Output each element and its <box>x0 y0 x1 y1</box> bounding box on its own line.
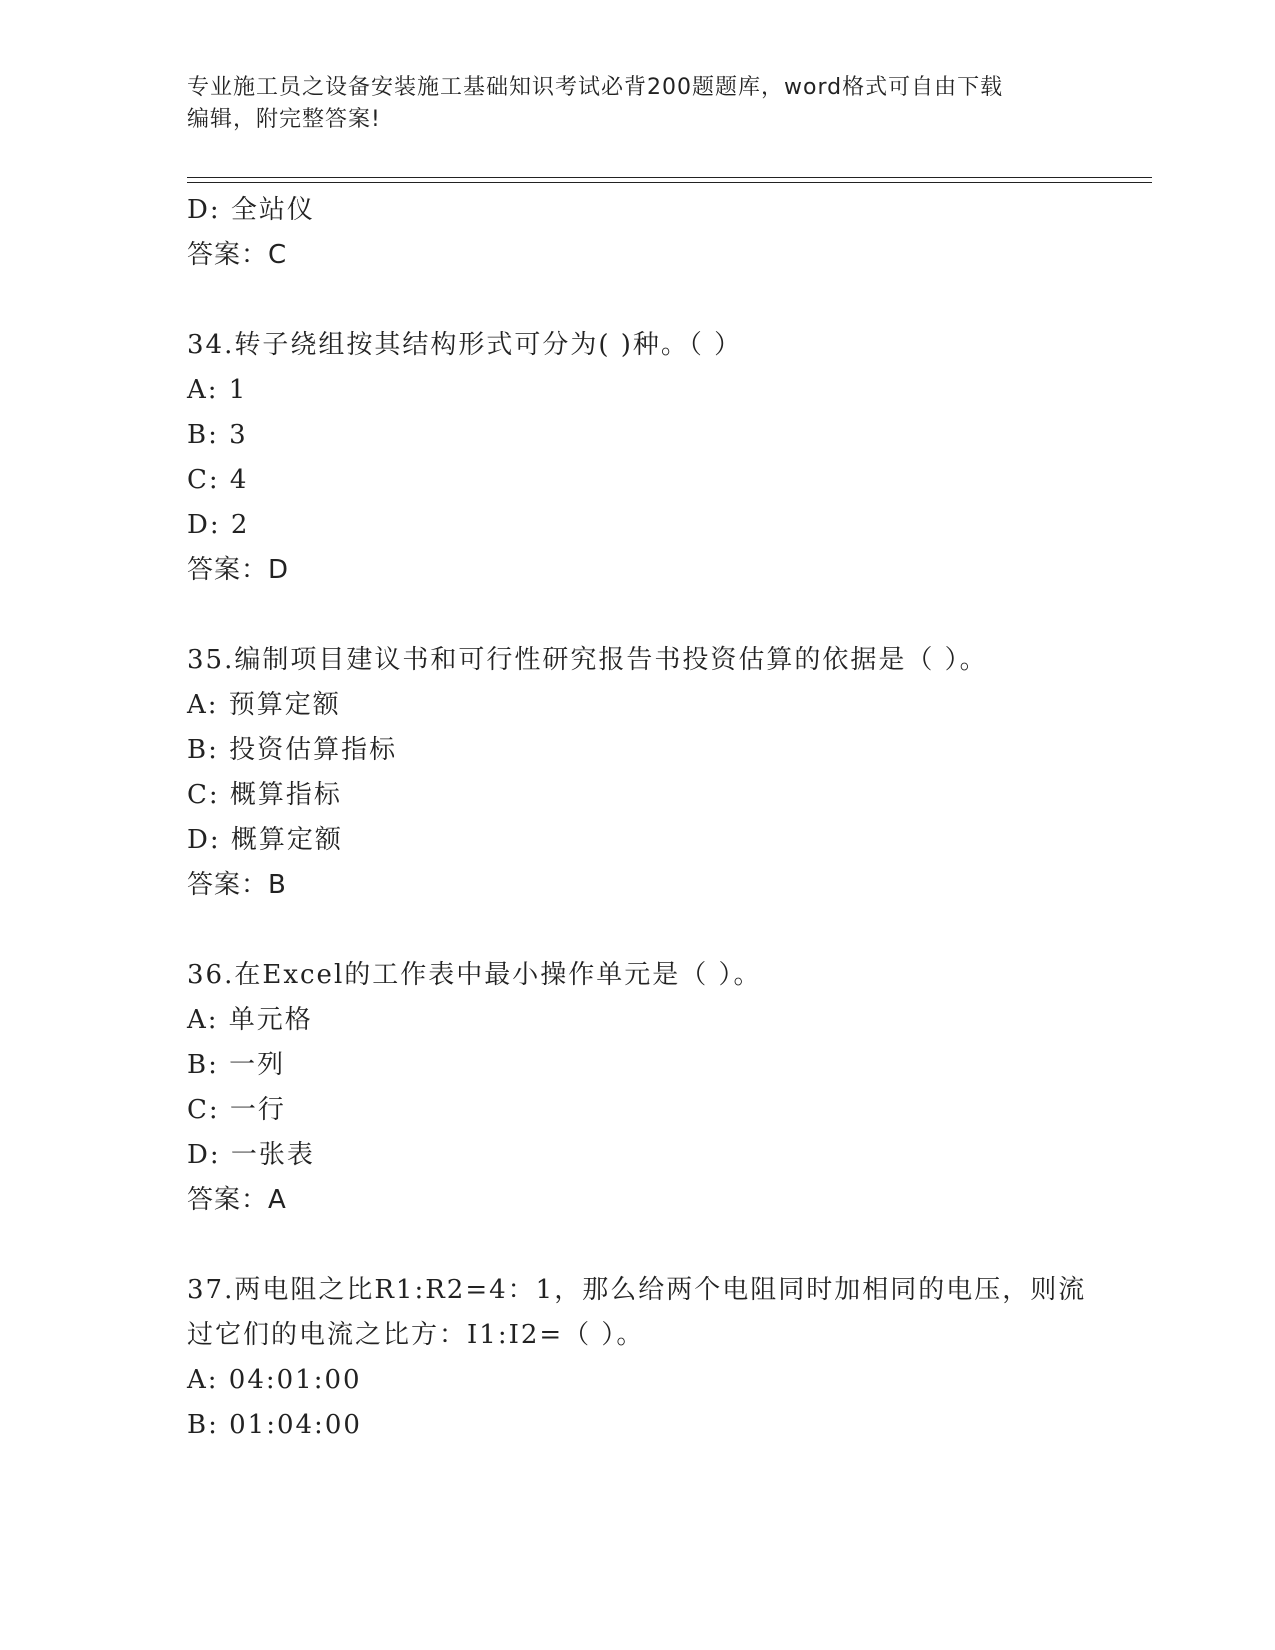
header-line-2: 编辑，附完整答案! <box>187 107 381 132</box>
question-33-tail <box>187 188 1147 278</box>
option-c: C: 4 <box>187 465 249 495</box>
question-34 <box>187 323 1147 593</box>
question-stem: 35.编制项目建议书和可行性研究报告书投资估算的依据是（ ）。 <box>187 645 988 675</box>
option-d: D: 概算定额 <box>187 825 343 855</box>
question-36 <box>187 953 1147 1223</box>
question-list <box>187 188 1147 1448</box>
option-a: A: 04:01:00 <box>187 1365 362 1395</box>
option-a: A: 1 <box>187 375 248 405</box>
question-stem: 34.转子绕组按其结构形式可分为( )种。（ ） <box>187 330 743 360</box>
question-stem-line-2: 过它们的电流之比方：I1:I2=（ ）。 <box>187 1320 645 1350</box>
option-d: D: 2 <box>187 510 250 540</box>
option-a: A: 预算定额 <box>187 690 341 720</box>
answer-label: 答案：B <box>187 870 287 900</box>
option-c: C: 概算指标 <box>187 780 342 810</box>
option-b: B: 3 <box>187 420 248 450</box>
question-stem-line-1: 37.两电阻之比R1:R2=4：1，那么给两个电阻同时加相同的电压，则流 <box>187 1275 1087 1305</box>
answer-label: 答案：C <box>187 240 288 270</box>
answer-label: 答案：A <box>187 1185 287 1215</box>
option-c: C: 一行 <box>187 1095 286 1125</box>
option-d: D: 一张表 <box>187 1140 315 1170</box>
header-divider-top <box>187 177 1152 178</box>
header-divider-bottom <box>187 182 1152 183</box>
answer-label: 答案：D <box>187 555 290 585</box>
question-stem: 36.在Excel的工作表中最小操作单元是（ ）。 <box>187 960 762 990</box>
question-stem <box>187 1268 1147 1358</box>
document-header <box>187 72 1087 136</box>
question-35 <box>187 638 1147 908</box>
option-b: B: 01:04:00 <box>187 1410 362 1440</box>
option-b: B: 一列 <box>187 1050 286 1080</box>
option-b: B: 投资估算指标 <box>187 735 398 765</box>
question-37 <box>187 1268 1147 1448</box>
option-d: D: 全站仪 <box>187 195 315 225</box>
option-a: A: 单元格 <box>187 1005 313 1035</box>
header-line-1: 专业施工员之设备安装施工基础知识考试必背200题题库，word格式可自由下载 <box>187 75 1004 100</box>
